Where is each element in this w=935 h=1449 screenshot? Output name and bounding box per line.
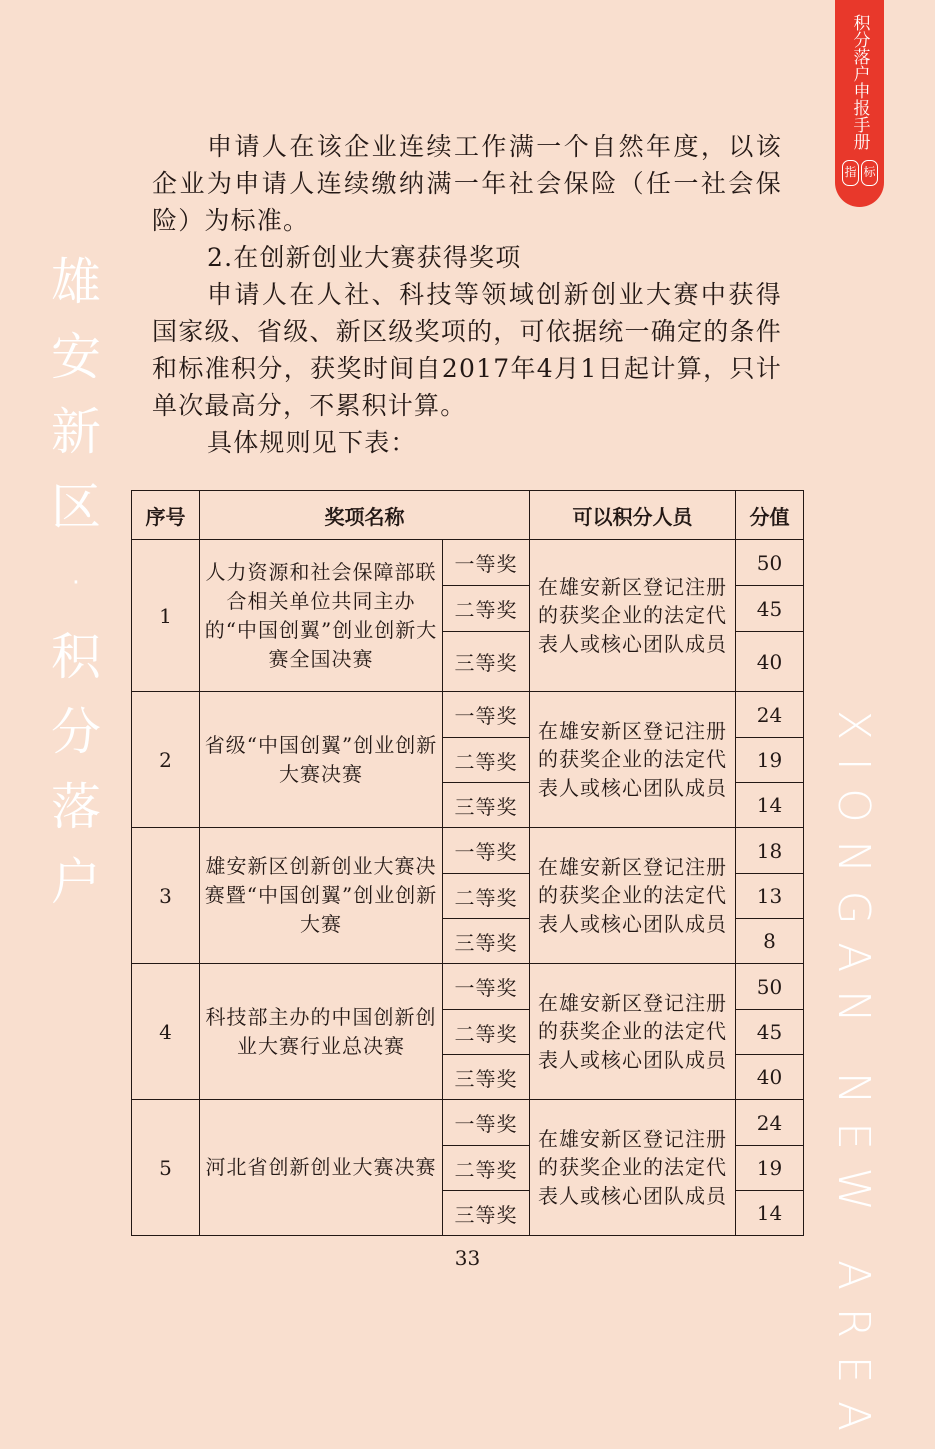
side-title-char: 雄 xyxy=(51,253,101,311)
paragraph: 申请人在人社、科技等领域创新创业大赛中获得国家级、省级、新区级奖项的，可依据统一确定的条件和标准积分，获奖时间自2017年4月1日起计算，只计单次最高分，不累积计算。 xyxy=(152,280,782,420)
prize-level: 一等奖 xyxy=(443,692,530,738)
prize-level: 三等奖 xyxy=(443,1191,530,1236)
table-row xyxy=(132,692,804,738)
score: 45 xyxy=(736,1010,804,1055)
score: 14 xyxy=(736,783,804,828)
row-no: 5 xyxy=(132,1100,200,1236)
award-name: 科技部主办的中国创新创业大赛行业总决赛 xyxy=(200,964,443,1100)
score: 19 xyxy=(736,738,804,783)
row-no: 2 xyxy=(132,692,200,828)
section-heading: 2.在创新创业大赛获得奖项 xyxy=(207,243,522,272)
side-english-title xyxy=(823,710,883,1449)
prize-level: 一等奖 xyxy=(443,964,530,1010)
prize-level: 三等奖 xyxy=(443,1055,530,1100)
prize-level: 二等奖 xyxy=(443,874,530,919)
prize-level: 一等奖 xyxy=(443,540,530,586)
prize-level: 二等奖 xyxy=(443,738,530,783)
header-score: 分值 xyxy=(736,491,804,540)
eligible-persons: 在雄安新区登记注册的获奖企业的法定代表人或核心团队成员 xyxy=(530,964,736,1100)
table-row xyxy=(132,828,804,874)
page-number: 33 xyxy=(454,1246,481,1270)
handbook-tab xyxy=(835,0,884,207)
side-title-char: · xyxy=(68,553,84,611)
header-eligible: 可以积分人员 xyxy=(530,491,736,540)
award-name: 人力资源和社会保障部联合相关单位共同主办的“中国创翼”创业创新大赛全国决赛 xyxy=(200,540,443,692)
handbook-tab-title: 积分落户申报手册 xyxy=(849,14,870,150)
table-row xyxy=(132,1100,804,1146)
side-title-vertical xyxy=(44,245,108,920)
prize-level: 二等奖 xyxy=(443,1010,530,1055)
score: 8 xyxy=(736,919,804,964)
side-title-char: 落 xyxy=(51,778,101,836)
header-no: 序号 xyxy=(132,491,200,540)
award-name: 省级“中国创翼”创业创新大赛决赛 xyxy=(200,692,443,828)
score: 13 xyxy=(736,874,804,919)
score: 40 xyxy=(736,632,804,692)
eligible-persons: 在雄安新区登记注册的获奖企业的法定代表人或核心团队成员 xyxy=(530,828,736,964)
seal-char: 指 xyxy=(842,160,859,186)
score: 19 xyxy=(736,1146,804,1191)
body-text xyxy=(152,128,782,461)
prize-level: 一等奖 xyxy=(443,828,530,874)
side-english-text: XIONGAN NEW AREA xyxy=(828,710,879,1449)
seal-char: 标 xyxy=(861,160,878,186)
award-name: 雄安新区创新创业大赛决赛暨“中国创翼”创业创新大赛 xyxy=(200,828,443,964)
prize-level: 三等奖 xyxy=(443,632,530,692)
prize-level: 二等奖 xyxy=(443,1146,530,1191)
header-award-name: 奖项名称 xyxy=(200,491,530,540)
side-title-char: 分 xyxy=(51,703,101,761)
seal-logo xyxy=(842,160,878,186)
eligible-persons: 在雄安新区登记注册的获奖企业的法定代表人或核心团队成员 xyxy=(530,1100,736,1236)
row-no: 4 xyxy=(132,964,200,1100)
score: 24 xyxy=(736,692,804,738)
award-name: 河北省创新创业大赛决赛 xyxy=(200,1100,443,1236)
side-title-char: 区 xyxy=(51,478,101,536)
score: 40 xyxy=(736,1055,804,1100)
prize-level: 二等奖 xyxy=(443,586,530,632)
score: 50 xyxy=(736,964,804,1010)
eligible-persons: 在雄安新区登记注册的获奖企业的法定代表人或核心团队成员 xyxy=(530,540,736,692)
score: 18 xyxy=(736,828,804,874)
prize-level: 三等奖 xyxy=(443,783,530,828)
eligible-persons: 在雄安新区登记注册的获奖企业的法定代表人或核心团队成员 xyxy=(530,692,736,828)
score: 45 xyxy=(736,586,804,632)
table-header-row xyxy=(132,491,804,540)
paragraph: 具体规则见下表： xyxy=(207,428,417,457)
row-no: 3 xyxy=(132,828,200,964)
row-no: 1 xyxy=(132,540,200,692)
side-title-char: 安 xyxy=(51,328,101,386)
side-title-char: 积 xyxy=(51,628,101,686)
paragraph: 申请人在该企业连续工作满一个自然年度，以该企业为申请人连续缴纳满一年社会保险（任一社会保险）为标准。 xyxy=(152,132,782,235)
side-title-char: 新 xyxy=(51,403,101,461)
score: 24 xyxy=(736,1100,804,1146)
score: 50 xyxy=(736,540,804,586)
prize-level: 三等奖 xyxy=(443,919,530,964)
award-table xyxy=(131,490,804,1236)
table-row xyxy=(132,964,804,1010)
score: 14 xyxy=(736,1191,804,1236)
prize-level: 一等奖 xyxy=(443,1100,530,1146)
side-title-char: 户 xyxy=(51,853,101,911)
table-row xyxy=(132,540,804,586)
